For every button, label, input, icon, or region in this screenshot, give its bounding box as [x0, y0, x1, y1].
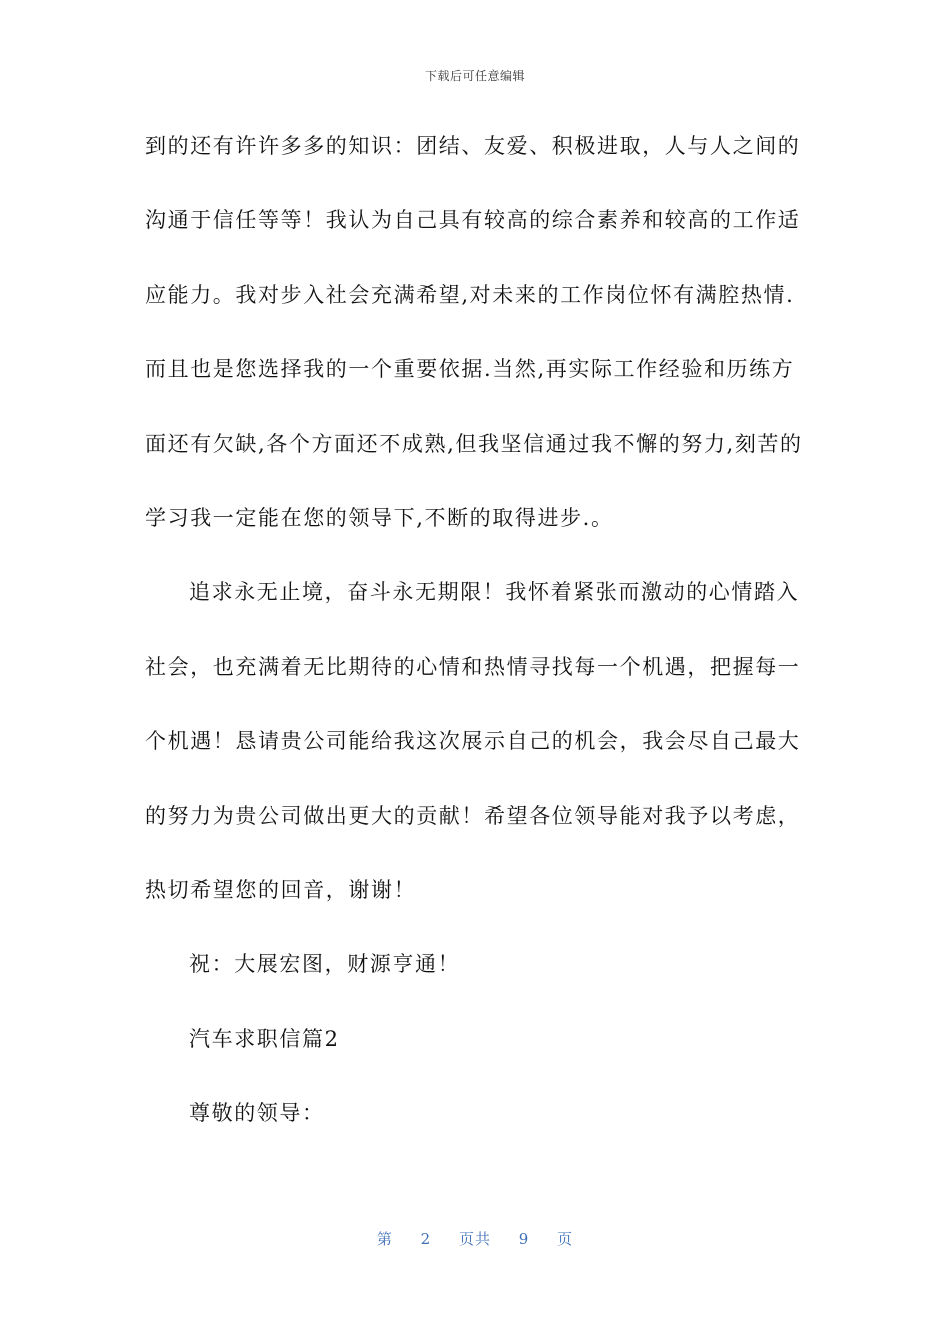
- text-line: 沟通于信任等等！我认为自己具有较高的综合素养和较高的工作适: [145, 208, 801, 233]
- text-line: 社会，也充满着无比期待的心情和热情寻找每一个机遇，把握每一: [145, 654, 801, 679]
- text-line: 的努力为贵公司做出更大的贡献！希望各位领导能对我予以考虑，: [145, 803, 801, 828]
- text-line: 追求永无止境，奋斗永无期限！我怀着紧张而激动的心情踏入: [189, 580, 800, 605]
- text-line: 应能力。我对步入社会充满希望,对未来的工作岗位怀有满腔热情.: [145, 282, 795, 307]
- text-line: 到的还有许许多多的知识：团结、友爱、积极进取，人与人之间的: [145, 134, 801, 158]
- salutation-line: 尊敬的领导：: [189, 1101, 325, 1126]
- text-line: 面还有欠缺,各个方面还不成熟,但我坚信通过我不懈的努力,刻苦的: [145, 431, 803, 456]
- page-end-label: 页: [557, 1230, 574, 1248]
- page-mid-label: 页共: [458, 1230, 491, 1248]
- text-line: 热切希望您的回音，谢谢！: [145, 877, 417, 902]
- greeting-line: 祝：大展宏图，财源亨通！: [189, 952, 461, 977]
- total-pages: 9: [518, 1230, 530, 1248]
- text-line: 个机遇！恳请贵公司能给我这次展示自己的机会，我会尽自己最大: [145, 729, 801, 754]
- page-number: 2: [420, 1230, 432, 1248]
- text-line: 学习我一定能在您的领导下,不断的取得进步.。: [145, 505, 614, 530]
- page-header: 下载后可任意编辑: [424, 69, 525, 83]
- document-body: [145, 124, 810, 1165]
- text-line: 而且也是您选择我的一个重要依据.当然,再实际工作经验和历练方: [145, 357, 795, 382]
- page-label: 第: [376, 1230, 393, 1248]
- section-title: 汽车求职信篇2: [189, 1026, 340, 1051]
- page-footer: [0, 1228, 950, 1249]
